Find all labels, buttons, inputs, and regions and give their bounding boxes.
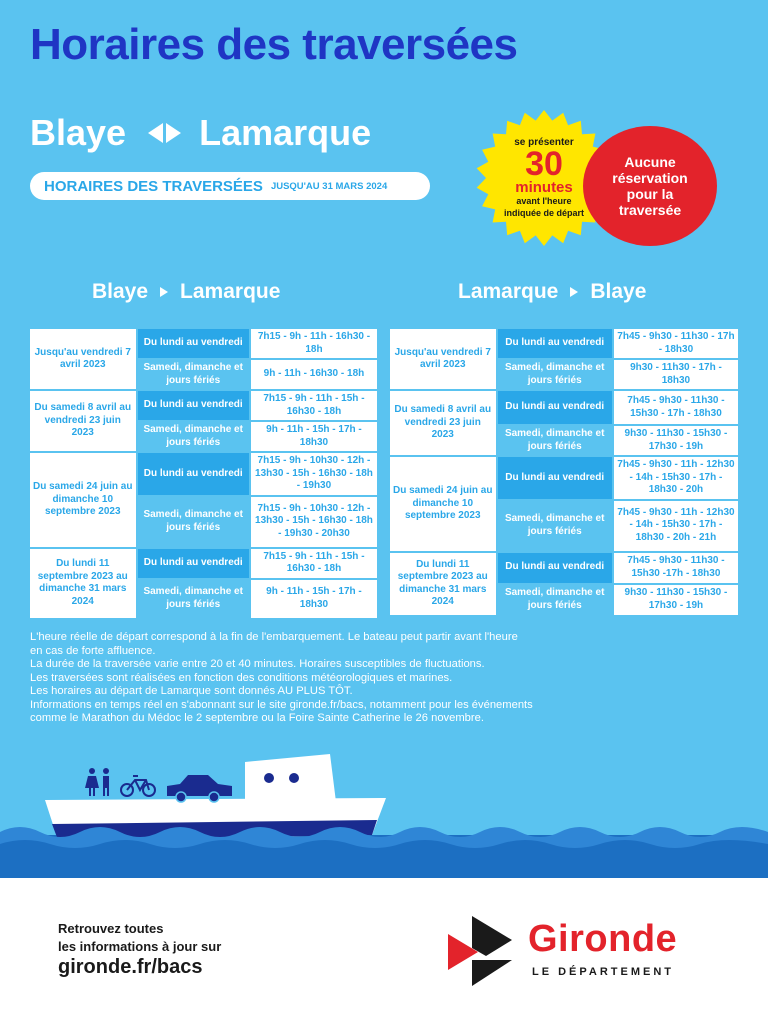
note-line: en cas de forte affluence. xyxy=(30,644,156,657)
weekday-label: Du lundi au vendredi xyxy=(497,328,613,359)
logo-subtitle: LE DÉPARTEMENT xyxy=(532,966,675,978)
route-to: Lamarque xyxy=(199,112,372,153)
times-cell: 7h15 - 9h - 11h - 16h30 - 18h xyxy=(250,328,378,359)
weekend-label: Samedi, dimanche et jours fériés xyxy=(497,584,613,616)
weekday-label: Du lundi au vendredi xyxy=(497,390,613,425)
times-cell: 7h45 - 9h30 - 11h - 12h30 - 14h - 15h30 - 17h - 18h30 - 20h xyxy=(613,456,739,500)
weekend-label: Samedi, dimanche et jours fériés xyxy=(137,579,250,619)
column-to: Lamarque xyxy=(180,280,281,303)
weekday-label: Du lundi au vendredi xyxy=(497,456,613,500)
times-cell: 7h45 - 9h30 - 11h30 - 15h30 - 17h - 18h30 xyxy=(613,390,739,425)
badge-line3: avant l'heure xyxy=(516,196,572,206)
weekend-label: Samedi, dimanche et jours fériés xyxy=(497,359,613,390)
footer-info xyxy=(58,920,221,956)
gironde-logo xyxy=(448,916,718,986)
period-cell: Du samedi 24 juin au dimanche 10 septembre 2023 xyxy=(389,456,497,552)
times-cell: 7h45 - 9h30 - 11h - 12h30 - 14h - 15h30 - 17h - 18h30 - 20h - 21h xyxy=(613,500,739,552)
footer-line2: les informations à jour sur xyxy=(58,939,222,954)
route-from: Blaye xyxy=(30,112,127,153)
badge-unit: minutes xyxy=(515,179,573,196)
note-line: Informations en temps réel en s'abonnant sur le site gironde.fr/bacs, notamment pour les événements xyxy=(30,698,533,711)
ferry-illustration xyxy=(0,740,768,878)
bidirectional-arrows-icon xyxy=(148,123,181,143)
times-cell: 9h - 11h - 15h - 17h - 18h30 xyxy=(250,421,378,452)
period-cell: Du lundi 11 septembre 2023 au dimanche 31 mars 2024 xyxy=(29,548,137,619)
times-cell: 7h15 - 9h - 11h - 15h - 16h30 - 18h xyxy=(250,548,378,579)
times-cell: 9h30 - 11h30 - 15h30 - 17h30 - 19h xyxy=(613,584,739,616)
times-cell: 9h30 - 11h30 - 15h30 - 17h30 - 19h xyxy=(613,425,739,456)
times-cell: 7h45 - 9h30 - 11h30 - 15h30 -17h - 18h30 xyxy=(613,552,739,584)
note-line: comme le Marathon du Médoc le 2 septembre ou la Foire Sainte Catherine le 26 novembre. xyxy=(30,712,484,724)
logo-word: Gironde xyxy=(528,918,678,960)
column-to: Blaye xyxy=(590,280,647,303)
schedule-table-lamarque-blaye xyxy=(388,327,740,617)
period-cell: Du samedi 8 avril au vendredi 23 juin 2023 xyxy=(29,390,137,452)
period-cell: Du lundi 11 septembre 2023 au dimanche 31 mars 2024 xyxy=(389,552,497,616)
weekday-label: Du lundi au vendredi xyxy=(137,390,250,421)
direction-arrow-icon xyxy=(570,287,578,297)
footer xyxy=(0,878,768,1024)
period-cell: Jusqu'au vendredi 7 avril 2023 xyxy=(389,328,497,390)
weekday-label: Du lundi au vendredi xyxy=(137,452,250,496)
schedule-table-blaye-lamarque xyxy=(28,327,379,620)
notes-block xyxy=(30,631,730,726)
times-cell: 7h15 - 9h - 10h30 - 12h - 13h30 - 15h - 16h30 - 18h - 19h30 xyxy=(250,452,378,496)
pill-validity: JUSQU'AU 31 MARS 2024 xyxy=(270,180,388,192)
times-cell: 7h45 - 9h30 - 11h30 - 17h - 18h30 xyxy=(613,328,739,359)
note-line: Les traversées sont réalisées en fonction des conditions météorologiques et marines. xyxy=(30,671,453,684)
weekend-label: Samedi, dimanche et jours fériés xyxy=(137,359,250,390)
weekend-label: Samedi, dimanche et jours fériés xyxy=(497,425,613,456)
footer-line1: Retrouvez toutes xyxy=(58,921,164,936)
column-title-lamarque-blaye xyxy=(458,280,646,304)
column-from: Blaye xyxy=(92,280,149,303)
period-cell: Jusqu'au vendredi 7 avril 2023 xyxy=(29,328,137,390)
times-cell: 9h30 - 11h30 - 17h - 18h30 xyxy=(613,359,739,390)
no-reservation-badge: Aucune réservation pour la traversée xyxy=(583,126,717,246)
badge-line1: se présenter xyxy=(514,137,574,148)
page-title: Horaires des traversées xyxy=(30,20,518,69)
weekday-label: Du lundi au vendredi xyxy=(137,548,250,579)
period-cell: Du samedi 8 avril au vendredi 23 juin 2023 xyxy=(389,390,497,456)
times-cell: 7h15 - 9h - 10h30 - 12h - 13h30 - 15h - 16h30 - 18h - 19h30 - 20h30 xyxy=(250,496,378,548)
weekend-label: Samedi, dimanche et jours fériés xyxy=(497,500,613,552)
note-line: L'heure réelle de départ correspond à la fin de l'embarquement. Le bateau peut partir avant l'heure xyxy=(30,631,518,643)
gironde-logo-icon xyxy=(448,916,524,986)
route-title xyxy=(30,112,371,154)
badge-line4: indiquée de départ xyxy=(503,208,584,218)
note-line: La durée de la traversée varie entre 20 et 40 minutes. Horaires susceptibles de fluctuations. xyxy=(30,658,485,670)
column-from: Lamarque xyxy=(458,280,559,303)
car-icon xyxy=(167,775,232,802)
note-line: Les horaires au départ de Lamarque sont donnés AU PLUS TÔT. xyxy=(30,685,353,697)
times-cell: 7h15 - 9h - 11h - 15h - 16h30 - 18h xyxy=(250,390,378,421)
direction-arrow-icon xyxy=(160,287,168,297)
weekend-label: Samedi, dimanche et jours fériés xyxy=(137,496,250,548)
times-cell: 9h - 11h - 16h30 - 18h xyxy=(250,359,378,390)
pedestrian-icon xyxy=(85,768,109,796)
pill-label: HORAIRES DES TRAVERSÉES xyxy=(44,177,263,195)
badge-number: 30 xyxy=(525,145,563,183)
schedule-validity-pill xyxy=(30,172,430,200)
weekday-label: Du lundi au vendredi xyxy=(497,552,613,584)
footer-url[interactable]: gironde.fr/bacs xyxy=(58,956,203,978)
column-title-blaye-lamarque xyxy=(92,280,280,304)
period-cell: Du samedi 24 juin au dimanche 10 septembre 2023 xyxy=(29,452,137,548)
weekday-label: Du lundi au vendredi xyxy=(137,328,250,359)
weekend-label: Samedi, dimanche et jours fériés xyxy=(137,421,250,452)
bicycle-icon xyxy=(121,776,155,796)
times-cell: 9h - 11h - 15h - 17h - 18h30 xyxy=(250,579,378,619)
